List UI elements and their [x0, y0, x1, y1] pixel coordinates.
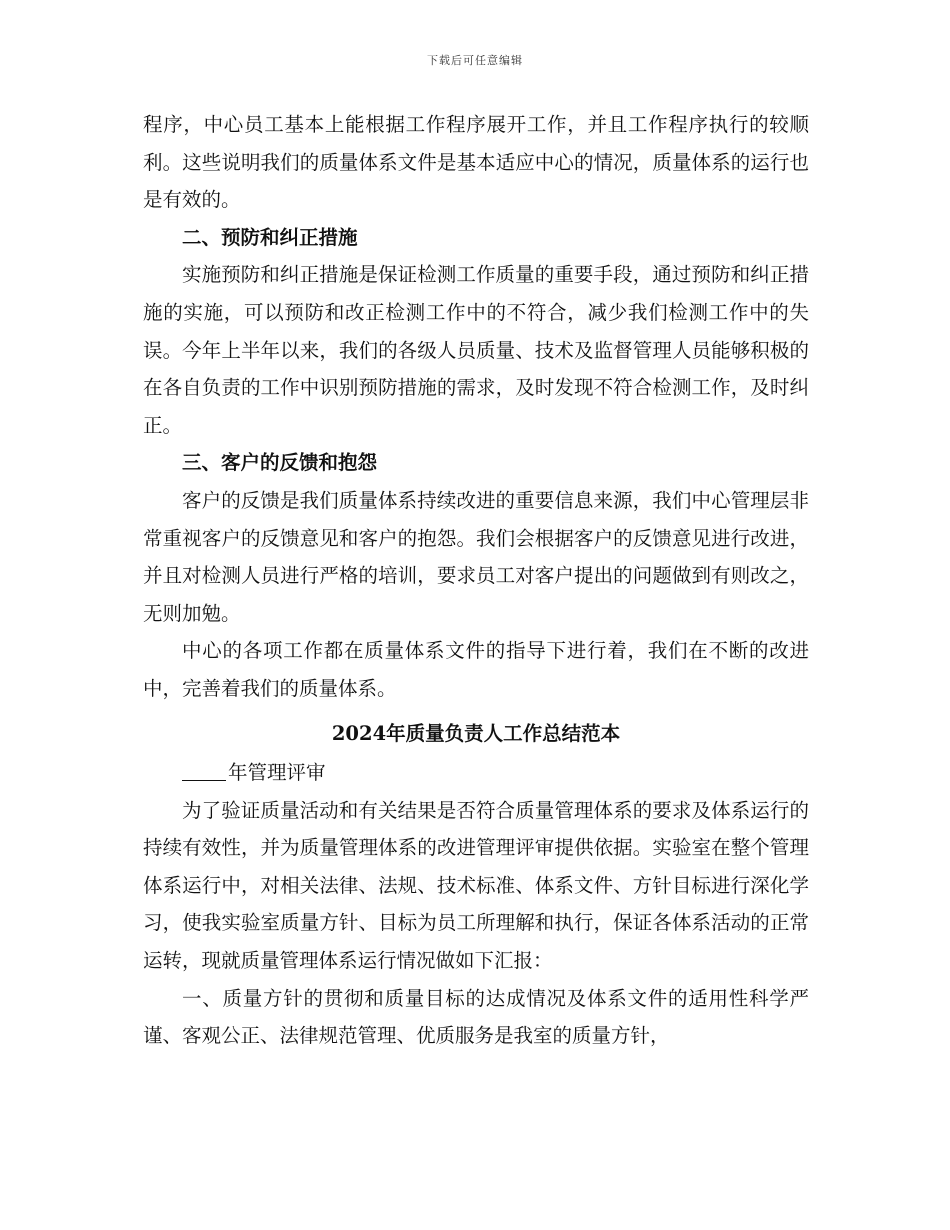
- document-title: 2024年质量负责人工作总结范本: [331, 721, 621, 745]
- page-header: 下载后可任意编辑: [427, 54, 523, 67]
- paragraph-review-purpose: 为了验证质量活动和有关结果是否符合质量管理体系的要求及体系运行的持续有效性，并为质量管理体系的改进管理评审提供依据。实验室在整个管理体系运行中，对相关法律、法规、技术标准、体系文件、方针目标进行深化学习，使我实验室质量方针、目标为员工所理解和执行，保证各体系活动的正常运转，现就质量管理体系运行情况做如下汇报：: [143, 798, 809, 973]
- heading-preventive-corrective: 二、预防和纠正措施: [182, 225, 358, 249]
- review-subtitle-text: 年管理评审: [228, 761, 326, 785]
- paragraph-quality-policy: 一、质量方针的贯彻和质量目标的达成情况及体系文件的适用性科学严谨、客观公正、法律规范管理、优质服务是我室的质量方针，: [143, 986, 809, 1048]
- paragraph-customer-feedback: 客户的反馈是我们质量体系持续改进的重要信息来源，我们中心管理层非常重视客户的反馈意见和客户的抱怨。我们会根据客户的反馈意见进行改进，并且对检测人员进行严格的培训，要求员工对客户提出的问题做到有则改之，无则加勉。: [143, 488, 809, 625]
- year-blank: [182, 760, 226, 781]
- paragraph-continuous-improvement: 中心的各项工作都在质量体系文件的指导下进行着，我们在不断的改进中，完善着我们的质量体系。: [143, 639, 809, 700]
- document-body: [143, 106, 809, 1055]
- paragraph-quality-system-effective: 程序，中心员工基本上能根据工作程序展开工作，并且工作程序执行的较顺利。这些说明我们的质量体系文件是基本适应中心的情况，质量体系的运行也是有效的。: [143, 113, 809, 212]
- review-subtitle: [143, 754, 809, 792]
- paragraph-preventive-corrective: 实施预防和纠正措施是保证检测工作质量的重要手段，通过预防和纠正措施的实施，可以预防和改正检测工作中的不符合，减少我们检测工作中的失误。今年上半年以来，我们的各级人员质量、技术及监督管理人员能够积极的在各自负责的工作中识别预防措施的需求，及时发现不符合检测工作，及时纠正。: [143, 263, 809, 437]
- heading-customer-feedback: 三、客户的反馈和抱怨: [182, 451, 378, 475]
